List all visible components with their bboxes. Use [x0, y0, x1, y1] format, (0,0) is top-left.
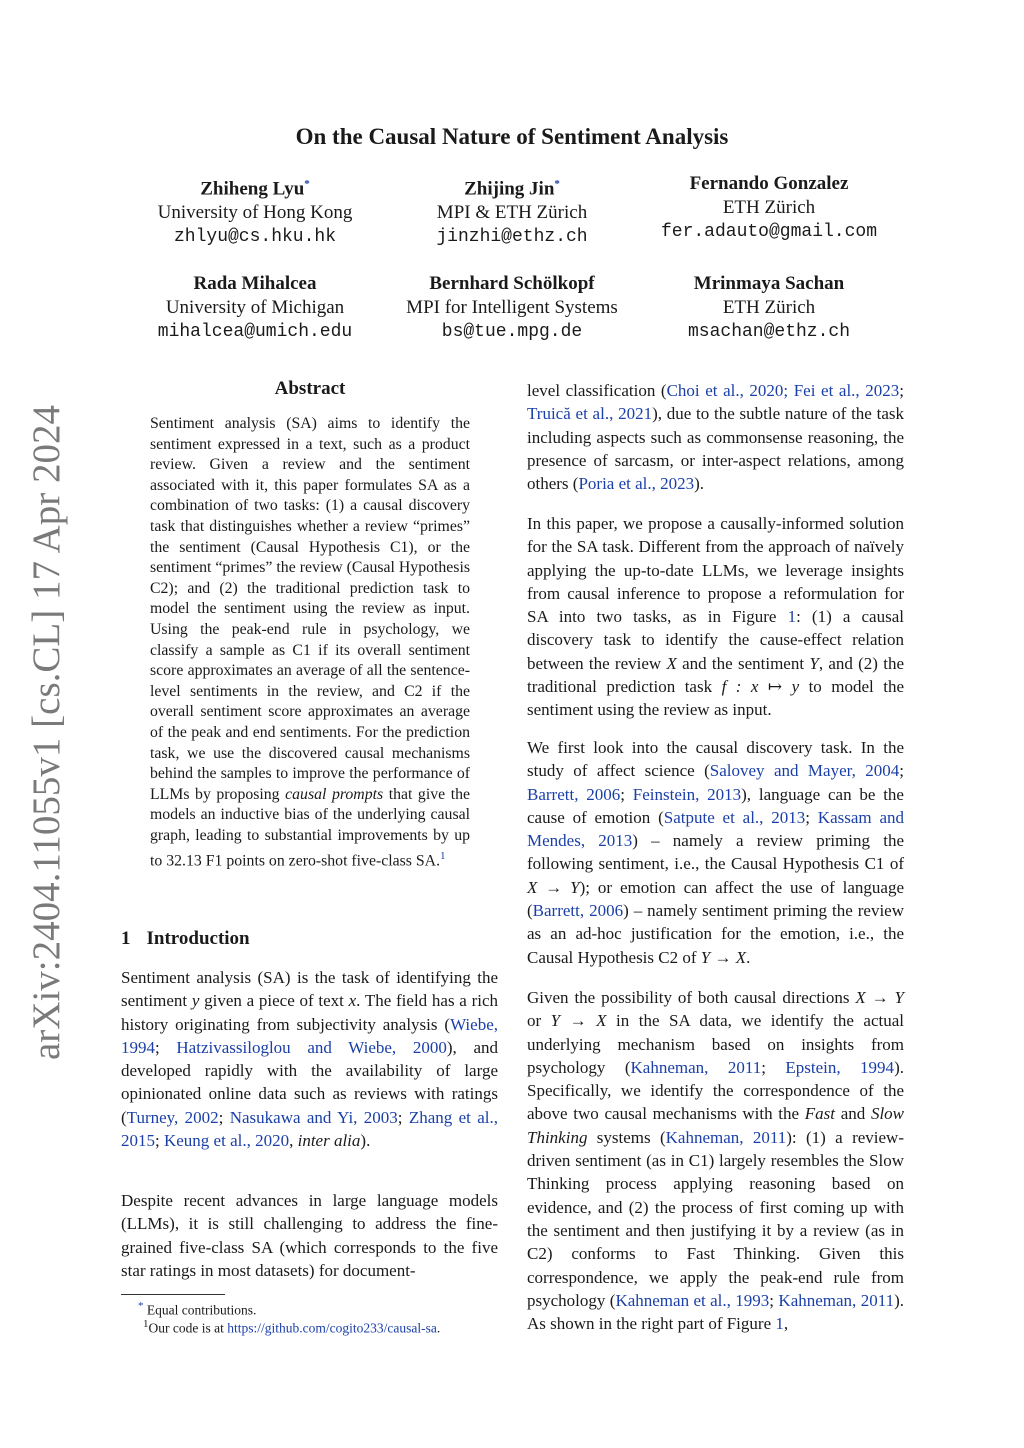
text-run: ;	[805, 807, 818, 827]
citation-link[interactable]: Poria et al., 2023	[578, 474, 695, 494]
abstract-heading: Abstract	[274, 378, 346, 399]
text-run: Sentiment analysis (SA) is the task of identifying the sentiment	[121, 968, 498, 1011]
text-run: Despite recent advances in large language models (LLMs), it is still challenging to address the fine-grained five-class SA (which corresponds to the five star ratings in most datasets) for document-	[121, 1191, 498, 1280]
author-email: bs@tue.mpg.de	[441, 322, 583, 342]
citation-link[interactable]: Truică et al., 2021	[527, 404, 653, 424]
citation-link[interactable]: Kahneman, 2011	[630, 1057, 762, 1077]
author-affiliation: University of Michigan	[165, 297, 345, 318]
author-block	[619, 172, 919, 244]
math-term: X	[666, 653, 677, 673]
math-term: Y → X	[700, 947, 747, 967]
text-run: ;	[761, 1057, 786, 1077]
text-run: Given the possibility of both causal directions	[527, 988, 856, 1007]
citation-link[interactable]: Kassam and Mendes, 2013	[527, 807, 904, 851]
author-email: mihalcea@umich.edu	[157, 322, 353, 342]
text-run: in the SA data, we identify the actual underlying mechanism based on insights from psychology (	[527, 1011, 904, 1077]
author-affiliation: ETH Zürich	[722, 197, 816, 218]
text-run: In this paper, we propose a causally-informed solution for the SA task. Different from the approach of naïvely applying the up-to-date LLMs, we leverage insights from causal inference to propose a reformulation for SA into two tasks, as in Figure	[527, 514, 904, 627]
text-run: systems (	[587, 1127, 666, 1147]
author-block	[362, 172, 662, 249]
text-run: We first look into the causal discovery task. In the study of affect science (	[527, 738, 904, 781]
math-term: y	[191, 991, 200, 1011]
section-heading: 1 Introduction	[121, 928, 250, 949]
math-term: X → Y	[527, 877, 580, 897]
text-run: ;	[769, 1290, 779, 1310]
intro-paragraph	[121, 1189, 498, 1282]
abstract-text: Sentiment analysis (SA) aims to identify the sentiment expressed in a text, such as a product review. Given a review and the sentiment associated with it, this paper formulates SA as a combination of two tasks: (1) a causal discovery task that distinguishes whether a review “primes” the sentiment (Causal Hypothesis C1), or the sentiment “primes” the review (Causal Hypothesis C2); and (2) the traditional prediction task to model the sentiment using the review as input. Using the peak-end rule in psychology, we classify a sample as C1 if its overall sentiment score approximates an average of all the sentence-level sentiments in the review, and C2 if the overall sentiment score approximates an average of the peak and end sentiments. For the prediction task, we use the discovered causal mechanisms behind the samples to improve the performance of LLMs by proposing causal prompts that give the models an inductive bias of the underlying causal graph, leading to substantial improvements by up to 32.13 F1 points on zero-shot five-class SA.$^1$	[150, 415, 470, 870]
footnote-equal: * Equal contributions.	[138, 1300, 257, 1318]
paper-title: On the Causal Nature of Sentiment Analysis	[295, 124, 729, 149]
intro-paragraph	[527, 512, 904, 722]
citation-link[interactable]: Barrett, 2006	[527, 784, 621, 804]
citation-link[interactable]: Kahneman et al., 1993	[615, 1290, 770, 1310]
text-run: ;	[899, 381, 904, 400]
text-run: ) – namely sentiment priming the review as an ad-hoc justification for the emotion, i.e., the Causal Hypothesis C2 of	[527, 901, 905, 967]
author-block	[105, 172, 405, 249]
text-run: ;	[620, 784, 633, 804]
text-run: ;	[899, 761, 904, 781]
text-run: . The field has a rich history originating from subjectivity analysis (	[121, 991, 498, 1034]
text-run: ;	[155, 1131, 164, 1151]
text-run: : (1) a causal discovery task to identify the cause-effect relation between the review	[527, 607, 904, 673]
intro-paragraph	[527, 986, 904, 1335]
intro-paragraph	[121, 966, 498, 1152]
author-email: msachan@ethz.ch	[687, 322, 851, 342]
text-run: or	[527, 1011, 551, 1031]
code-link[interactable]: https://github.com/cogito233/causal-sa	[227, 1320, 437, 1336]
text-run: ;	[155, 1037, 177, 1057]
author-block	[619, 272, 919, 344]
math-term: Slow Thinking	[527, 1104, 904, 1147]
footnote-ref[interactable]: 1	[440, 850, 446, 863]
text-run: .	[746, 947, 751, 967]
author-affiliation: ETH Zürich	[722, 297, 816, 318]
citation-link[interactable]: Salovey and Mayer, 2004	[709, 761, 900, 781]
math-term: inter alia	[297, 1131, 361, 1151]
text-run: ), and developed rapidly with the availability of large opinionated online data such as reviews with ratings (	[121, 1037, 498, 1127]
footnote-code: $^1$Our code is at https://github.com/cogito233/causal-sa.	[143, 1318, 441, 1336]
text-run: given a piece of text	[199, 991, 349, 1011]
citation-link[interactable]: Turney, 2002	[126, 1107, 219, 1127]
text-run: and the sentiment	[676, 653, 810, 673]
intro-paragraph	[527, 379, 904, 495]
text-run: ). As shown in the right part of Figure	[527, 1290, 904, 1334]
citation-link[interactable]: 1	[787, 607, 797, 627]
text-run: ), due to the subtle nature of the task including aspects such as commonsense reasoning, the presence of sarcasm, or inter-aspect relations, among others (	[527, 404, 904, 494]
text-run: ).	[694, 474, 705, 494]
author-name: Bernhard Schölkopf	[429, 273, 595, 294]
author-name: Zhijing Jin*	[464, 178, 560, 200]
citation-link[interactable]: 1	[775, 1314, 784, 1334]
citation-link[interactable]: Choi et al., 2020; Fei et al., 2023	[666, 381, 900, 400]
author-affiliation: MPI for Intelligent Systems	[406, 297, 618, 318]
intro-paragraph	[527, 736, 904, 969]
author-affiliation: University of Hong Kong	[157, 202, 353, 224]
text-run: ): (1) a review-driven sentiment (as in C1) largely resembles the Slow Thinking process applying reasoning based on evidence, and (2) the process of first coming up with the sentiment and then justifying it by a review (as in C2) conforms to Fast Thinking. Given this correspondence, we apply the peak-end rule from psychology (	[527, 1127, 904, 1310]
citation-link[interactable]: Feinstein, 2013	[632, 784, 742, 804]
author-name: Fernando Gonzalez	[689, 173, 849, 194]
citation-link[interactable]: Keung et al., 2020	[163, 1131, 290, 1151]
text-run: ;	[397, 1107, 409, 1127]
author-email: fer.adauto@gmail.com	[660, 222, 878, 242]
math-term: f : x ↦ y	[721, 677, 800, 697]
author-block	[105, 272, 405, 344]
text-run: ) – namely a review priming the following sentiment, i.e., the Causal Hypothesis C1 of	[527, 831, 904, 874]
author-email: zhlyu@cs.hku.hk	[173, 227, 337, 248]
math-term: X → Y	[855, 988, 904, 1007]
text-run: ;	[218, 1107, 230, 1127]
text-run: ). Specifically, we identify the correspondence of the above two causal mechanisms with the	[527, 1057, 904, 1124]
text-run: ); or emotion can affect the use of language (	[527, 877, 904, 921]
citation-link[interactable]: Satpute et al., 2013	[663, 807, 806, 827]
text-run: level classification (	[527, 381, 667, 400]
math-term: Fast	[804, 1104, 835, 1124]
math-term: Y	[809, 653, 819, 673]
arxiv-side-label: arXiv:2404.11055v1 [cs.CL] 17 Apr 2024	[25, 405, 68, 1060]
citation-link[interactable]: Nasukawa and Yi, 2003	[229, 1107, 398, 1127]
math-term: Y → X	[550, 1011, 607, 1031]
math-term: x	[348, 991, 357, 1011]
text-run: to model the sentiment using the review as input.	[527, 677, 904, 720]
author-name: Zhiheng Lyu*	[200, 178, 310, 200]
citation-link[interactable]: Hatzivassiloglou and Wiebe, 2000	[176, 1037, 447, 1057]
author-affiliation: MPI & ETH Zürich	[436, 202, 588, 224]
footnote-rule	[121, 1294, 225, 1295]
text-run: and	[835, 1104, 871, 1124]
author-name: Mrinmaya Sachan	[693, 273, 845, 294]
text-run: ,	[289, 1131, 298, 1151]
citation-link[interactable]: Wiebe, 1994	[121, 1014, 498, 1057]
citation-link[interactable]: Kahneman, 2011	[778, 1290, 895, 1310]
text-run: ).	[360, 1131, 371, 1151]
author-block	[362, 272, 662, 344]
author-name: Rada Mihalcea	[193, 273, 317, 294]
author-email: jinzhi@ethz.ch	[436, 227, 588, 248]
citation-link[interactable]: Barrett, 2006	[532, 901, 624, 921]
citation-link[interactable]: Epstein, 1994	[785, 1057, 895, 1077]
citation-link[interactable]: Kahneman, 2011	[665, 1127, 787, 1147]
text-run: ), language can be the cause of emotion (	[527, 784, 904, 827]
text-run: ,	[783, 1314, 789, 1334]
text-run: , and (2) the traditional prediction task	[527, 653, 904, 697]
citation-link[interactable]: Zhang et al., 2015	[121, 1107, 498, 1151]
